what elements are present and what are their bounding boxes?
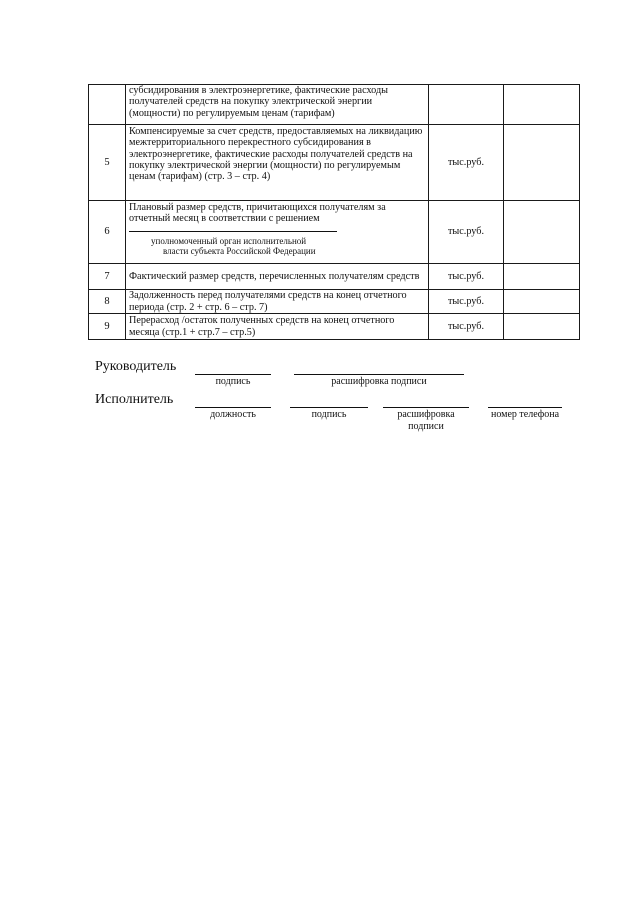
row-unit: тыс.руб. — [429, 314, 504, 340]
exec-label: Исполнитель — [95, 392, 174, 407]
row-value — [504, 85, 580, 125]
exec-phone-line — [488, 407, 562, 408]
row-unit: тыс.руб. — [429, 290, 504, 314]
row-value — [504, 290, 580, 314]
row-description: Перерасход /остаток полученных средств на конец отчетного месяца (стр.1 + стр.7 – стр.5) — [126, 314, 429, 340]
authority-caption-line1: уполномоченный орган исполнительной — [151, 235, 307, 246]
row-description-cell — [126, 201, 429, 264]
table-row — [89, 201, 580, 264]
row-unit — [429, 85, 504, 125]
table-row — [89, 290, 580, 314]
row-number — [89, 85, 126, 125]
head-sign-line — [195, 374, 271, 375]
row-unit: тыс.руб. — [429, 201, 504, 264]
row-description: Компенсируемые за счет средств, предоставляемых на ликвидацию межтерриториального перекрестного субсидирования в электроэнергетике, фактические расходы получателей средств на покупку электрической энергии (мощности) по регулируемым ценам (тарифам) (стр. 3 – стр. 4) — [126, 125, 429, 201]
row-description: субсидирования в электроэнергетике, фактические расходы получателей средств на покупку электрической энергии (мощности) по регулируемым ценам (тарифам) — [126, 85, 429, 125]
table-row — [89, 264, 580, 290]
row-value — [504, 201, 580, 264]
row-unit: тыс.руб. — [429, 264, 504, 290]
row-number: 9 — [89, 314, 126, 340]
row-value — [504, 264, 580, 290]
exec-name-caption-line2: подписи — [408, 421, 444, 432]
authority-blank-line — [129, 226, 337, 232]
exec-name-caption — [379, 409, 473, 433]
row-number: 5 — [89, 125, 126, 201]
row-number: 7 — [89, 264, 126, 290]
head-label: Руководитель — [95, 359, 177, 374]
head-name-caption: расшифровка подписи — [331, 376, 427, 387]
row-description: Плановый размер средств, причитающихся получателям за отчетный месяц в соответствии с решением — [129, 202, 386, 225]
row-description: Фактический размер средств, перечисленных получателям средств — [126, 264, 429, 290]
exec-sign-caption: подпись — [311, 409, 347, 420]
row-unit: тыс.руб. — [429, 125, 504, 201]
head-name-line — [294, 374, 464, 375]
row-value — [504, 125, 580, 201]
authority-caption — [129, 236, 425, 257]
exec-position-caption: должность — [210, 409, 256, 420]
exec-position-line — [195, 407, 271, 408]
exec-name-line — [383, 407, 469, 408]
authority-caption-line2: власти субъекта Российской Федерации — [163, 246, 316, 257]
table-row — [89, 314, 580, 340]
report-table — [88, 84, 580, 340]
exec-sign-line — [290, 407, 368, 408]
row-description: Задолженность перед получателями средств на конец отчетного периода (стр. 2 + стр. 6 – стр. 7) — [126, 290, 429, 314]
table-row — [89, 85, 580, 125]
row-value — [504, 314, 580, 340]
table-row — [89, 125, 580, 201]
head-sign-caption: подпись — [215, 376, 251, 387]
exec-name-caption-line1: расшифровка — [397, 409, 455, 420]
row-number: 6 — [89, 201, 126, 264]
row-number: 8 — [89, 290, 126, 314]
exec-phone-caption: номер телефона — [490, 409, 560, 420]
